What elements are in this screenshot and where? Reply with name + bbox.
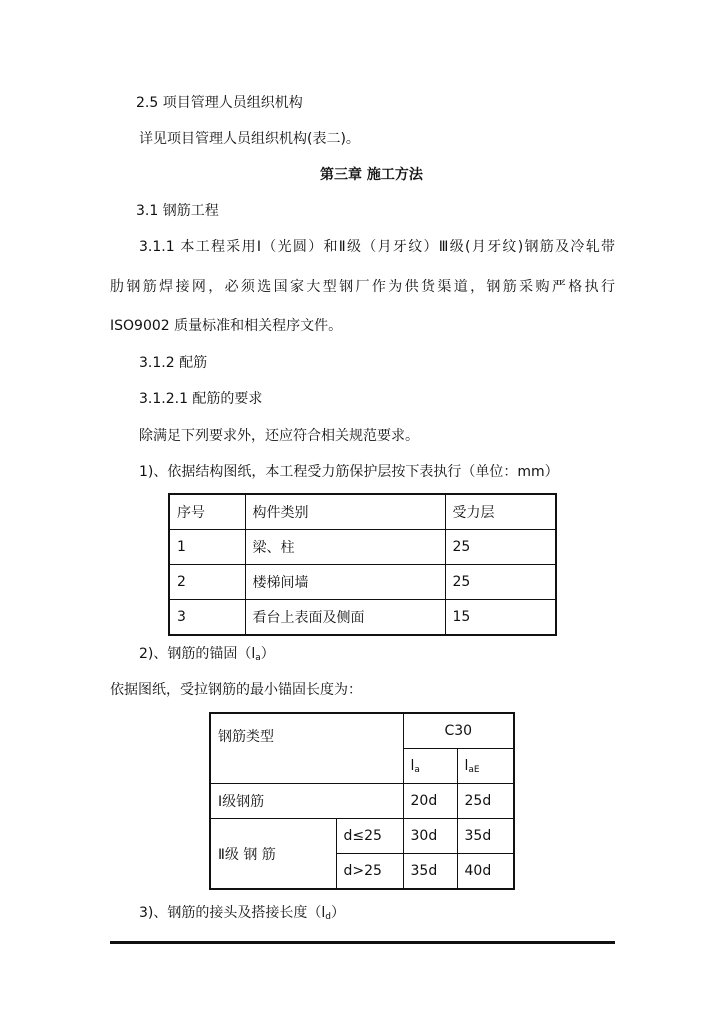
item-2-text xyxy=(139,645,275,667)
table-row xyxy=(169,530,556,565)
lae-subscript: aE xyxy=(468,764,480,775)
table-cell: 2 xyxy=(169,565,245,600)
table-cell: 1 xyxy=(169,530,245,565)
la-symbol: l xyxy=(410,757,415,774)
table-cell: 30d xyxy=(403,819,457,854)
table-cell: Ⅰ级钢筋 xyxy=(210,784,403,819)
table-cell: 25 xyxy=(445,565,556,600)
table-cell: Ⅱ级 钢 筋 xyxy=(210,819,336,890)
col-header-lae xyxy=(457,749,514,784)
table-row xyxy=(169,565,556,600)
table-header-row xyxy=(169,494,556,530)
table-cell: 35d xyxy=(457,819,514,854)
footer-divider xyxy=(110,941,615,944)
anchorage-length-table xyxy=(209,712,515,890)
table-row xyxy=(210,819,514,854)
paragraph-3-1-1-line1: 3.1.1 本工程采用Ⅰ（光圆）和Ⅱ级（月牙纹）Ⅲ级(月牙纹)钢筋及冷轧带 xyxy=(139,239,615,255)
table-row xyxy=(210,784,514,819)
requirement-text: 除满足下列要求外，还应符合相关规范要求。 xyxy=(139,428,419,444)
item-3-text xyxy=(139,904,345,926)
lae-symbol: l xyxy=(464,757,469,774)
anchor-intro-text: 依据图纸，受拉钢筋的最小锚固长度为： xyxy=(110,682,362,698)
table-cell: 3 xyxy=(169,600,245,636)
section-3-1-2-1-heading: 3.1.2.1 配筋的要求 xyxy=(139,391,263,407)
item-2-prefix: 2)、钢筋的锚固（l xyxy=(139,646,256,662)
table-cell: 20d xyxy=(403,784,457,819)
table-cell: 15 xyxy=(445,600,556,636)
table-header-row xyxy=(210,713,514,749)
paragraph-3-1-1-line3: ISO9002 质量标准和相关程序文件。 xyxy=(110,318,343,334)
col-header-la xyxy=(403,749,457,784)
section-3-1-2-heading: 3.1.2 配筋 xyxy=(139,355,208,371)
item-2-subscript: a xyxy=(255,653,261,663)
cover-thickness-table xyxy=(168,493,557,636)
chapter-title: 第三章 施工方法 xyxy=(320,167,423,183)
table-header-cell: 构件类别 xyxy=(245,494,445,530)
table-header-cell: 序号 xyxy=(169,494,245,530)
table-cell: d≤25 xyxy=(336,819,403,854)
see-table-text: 详见项目管理人员组织机构(表二)。 xyxy=(139,131,360,147)
la-subscript: a xyxy=(414,764,420,775)
item-3-prefix: 3)、钢筋的接头及搭接长度（l xyxy=(139,905,326,921)
table-cell: 35d xyxy=(403,854,457,890)
item-1-text: 1)、依据结构图纸，本工程受力筋保护层按下表执行（单位：mm） xyxy=(139,464,559,480)
table-cell: 25 xyxy=(445,530,556,565)
table-cell: 看台上表面及侧面 xyxy=(245,600,445,636)
col-header-grade: C30 xyxy=(403,713,514,749)
table-cell: 25d xyxy=(457,784,514,819)
section-3-1-heading: 3.1 钢筋工程 xyxy=(136,203,219,219)
col-header-rebar-type: 钢筋类型 xyxy=(210,713,403,784)
table-cell: 梁、柱 xyxy=(245,530,445,565)
item-2-suffix: ） xyxy=(260,646,275,662)
table-cell: d>25 xyxy=(336,854,403,890)
table-row xyxy=(169,600,556,636)
item-3-suffix: ） xyxy=(330,905,345,921)
table-header-cell: 受力层 xyxy=(445,494,556,530)
item-3-subscript: d xyxy=(325,912,331,922)
section-2-5-heading: 2.5 项目管理人员组织机构 xyxy=(136,95,303,111)
table-cell: 40d xyxy=(457,854,514,890)
paragraph-3-1-1-line2: 肋钢筋焊接网，必须选国家大型钢厂作为供货渠道，钢筋采购严格执行 xyxy=(110,279,615,295)
table-cell: 楼梯间墙 xyxy=(245,565,445,600)
